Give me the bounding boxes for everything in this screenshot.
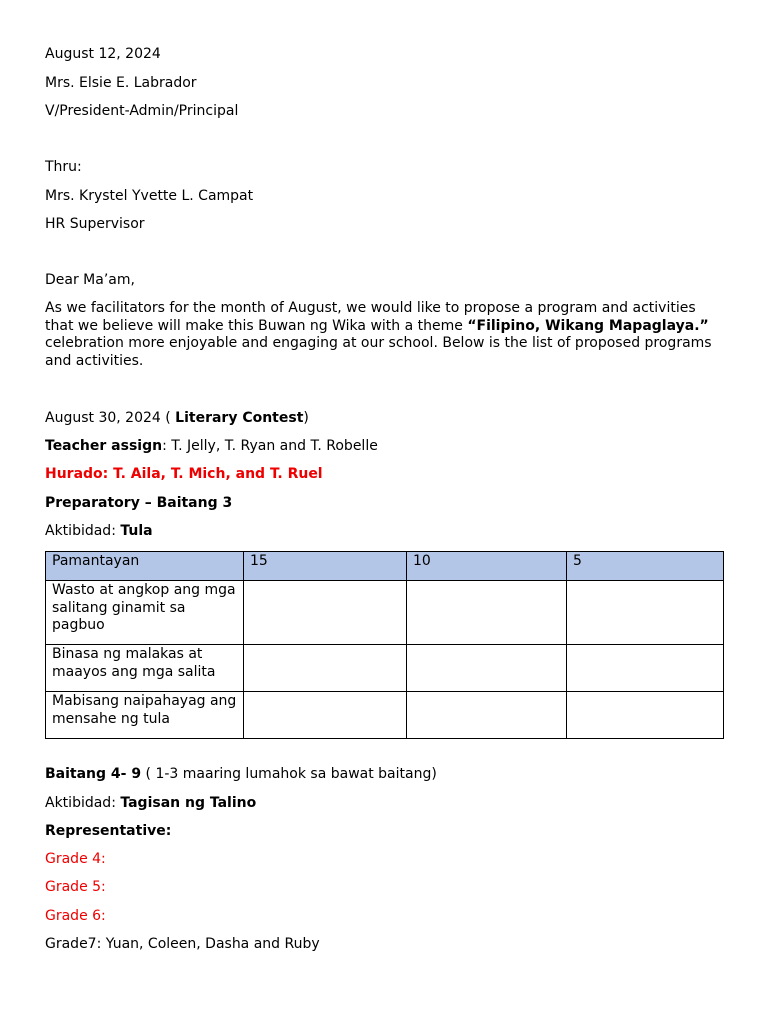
intro-text-part1: As we facilitators for the month of August, we would like to propose a program and activities that we believe will make this Buwan ng Wika with a theme [45, 300, 696, 334]
rubric-row [46, 581, 724, 645]
preparatory-level: Preparatory – Baitang 3 [45, 495, 233, 511]
grade-line: Grade 4: [45, 851, 106, 867]
activity-label-1: Aktibidad: [45, 523, 121, 539]
recipient-title: V/President-Admin/Principal [45, 103, 239, 119]
intro-paragraph [45, 300, 725, 370]
teacher-assign-line [45, 437, 378, 455]
event-date-suffix: ) [303, 410, 309, 426]
baitang-line [45, 765, 437, 783]
rubric-score-cell[interactable] [407, 581, 567, 645]
rubric-header-cell: Pamantayan [46, 552, 244, 581]
rubric-header-row [46, 552, 724, 581]
hurado-line: Hurado: T. Aila, T. Mich, and T. Ruel [45, 466, 323, 482]
rubric-score-cell[interactable] [407, 645, 567, 692]
rubric-score-cell[interactable] [407, 692, 567, 739]
rubric-header-cell: 5 [567, 552, 724, 581]
teacher-assign-label: Teacher assign [45, 438, 163, 454]
rubric-criterion: Wasto at angkop ang mga salitang ginamit sa pagbuo [46, 581, 244, 645]
recipient-name: Mrs. Elsie E. Labrador [45, 75, 197, 91]
rubric-score-cell[interactable] [244, 692, 407, 739]
activity-value-1: Tula [120, 523, 153, 539]
activity-line-1 [45, 522, 153, 540]
rubric-row [46, 692, 724, 739]
thru-name: Mrs. Krystel Yvette L. Campat [45, 188, 254, 204]
event-date-prefix: August 30, 2024 ( [45, 410, 176, 426]
activity-value-2: Tagisan ng Talino [120, 795, 257, 811]
rubric-table [45, 551, 724, 739]
rubric-score-cell[interactable] [567, 692, 724, 739]
grade-line: Grade7: Yuan, Coleen, Dasha and Ruby [45, 936, 320, 952]
rubric-criterion: Mabisang naipahayag ang mensahe ng tula [46, 692, 244, 739]
rubric-score-cell[interactable] [244, 581, 407, 645]
rubric-criterion: Binasa ng malakas at maayos ang mga salita [46, 645, 244, 692]
rubric-score-cell[interactable] [567, 581, 724, 645]
rubric-score-cell[interactable] [567, 645, 724, 692]
thru-label: Thru: [45, 159, 82, 175]
representative-label: Representative: [45, 823, 172, 839]
activity-line-2 [45, 794, 256, 812]
teacher-assign-value: : T. Jelly, T. Ryan and T. Robelle [162, 438, 378, 454]
letter-date: August 12, 2024 [45, 46, 161, 62]
baitang-note: ( 1-3 maaring lumahok sa bawat baitang) [141, 766, 437, 782]
event-date-line [45, 409, 309, 427]
rubric-header-cell: 15 [244, 552, 407, 581]
rubric-score-cell[interactable] [244, 645, 407, 692]
salutation: Dear Ma’am, [45, 272, 135, 288]
baitang-label: Baitang 4- 9 [45, 766, 142, 782]
rubric-header-cell: 10 [407, 552, 567, 581]
grade-line: Grade 6: [45, 908, 106, 924]
thru-title: HR Supervisor [45, 216, 145, 232]
activity-label-2: Aktibidad: [45, 795, 121, 811]
rubric-row [46, 645, 724, 692]
grade-line: Grade 5: [45, 879, 106, 895]
event-name: Literary Contest [175, 410, 304, 426]
intro-text-part2: celebration more enjoyable and engaging at our school. Below is the list of proposed programs and activities. [45, 335, 712, 369]
intro-theme: “Filipino, Wikang Mapaglaya.” [467, 317, 709, 334]
